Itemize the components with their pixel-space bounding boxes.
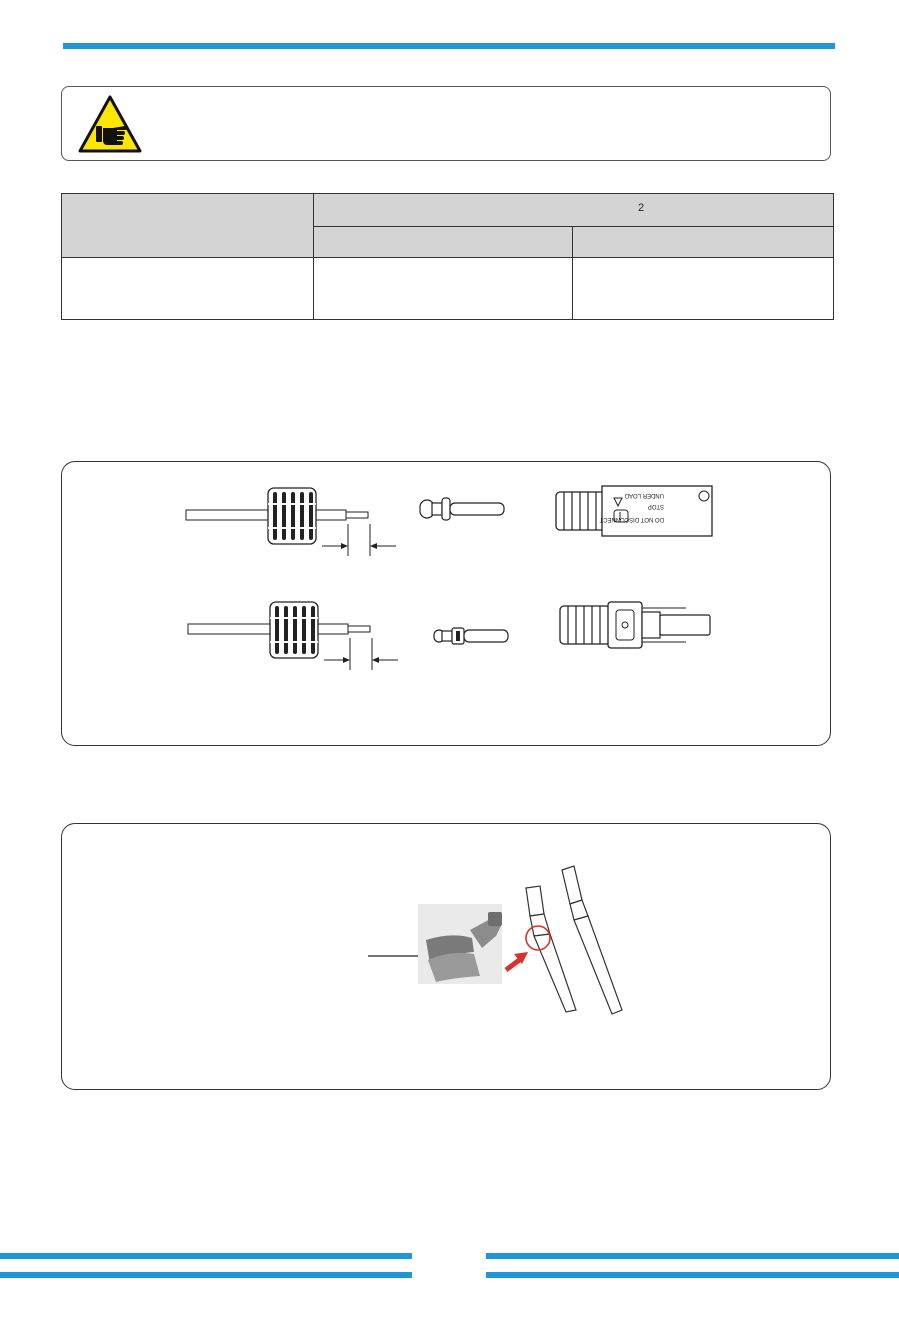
stripped-cable-female-figure <box>184 598 404 670</box>
recommended-value-cell <box>573 258 834 320</box>
range-value-cell <box>314 258 573 320</box>
cable-spec-table <box>61 193 834 320</box>
stripped-cable-male-figure <box>182 484 402 556</box>
recommended-value-header-cell <box>573 227 834 258</box>
crimping-panel <box>61 823 831 1090</box>
cable-type-value-cell <box>62 258 314 320</box>
bottom-right-bar-lower <box>486 1272 899 1278</box>
mm-squared-superscript: 2 <box>638 202 645 214</box>
crimping-illustration <box>362 860 662 1028</box>
hand-pointing-warning-icon <box>78 95 142 153</box>
cross-section-header-cell <box>314 194 834 227</box>
warning-box <box>61 86 831 161</box>
male-crimp-contact-figure <box>416 494 512 526</box>
cable-type-header-cell <box>62 194 314 258</box>
bottom-right-bar-upper <box>486 1253 899 1259</box>
crimping-tool-icon <box>418 904 502 984</box>
top-accent-bar <box>63 43 835 49</box>
female-crimp-contact-figure <box>430 622 520 650</box>
connector-assembly-panel <box>61 461 831 746</box>
bottom-left-bar-upper <box>0 1253 412 1259</box>
crimped-cable <box>562 866 622 1014</box>
range-header-cell <box>314 227 573 258</box>
under-load-label: UNDER LOAD <box>624 492 664 498</box>
female-connector-figure <box>558 598 718 656</box>
bottom-left-bar-lower <box>0 1272 412 1278</box>
red-arrow-icon <box>506 952 528 970</box>
do-not-disconnect-label: DO NOT DISCONNECT <box>599 516 664 522</box>
male-connector-figure <box>554 484 724 542</box>
stop-label: STOP <box>647 503 664 509</box>
